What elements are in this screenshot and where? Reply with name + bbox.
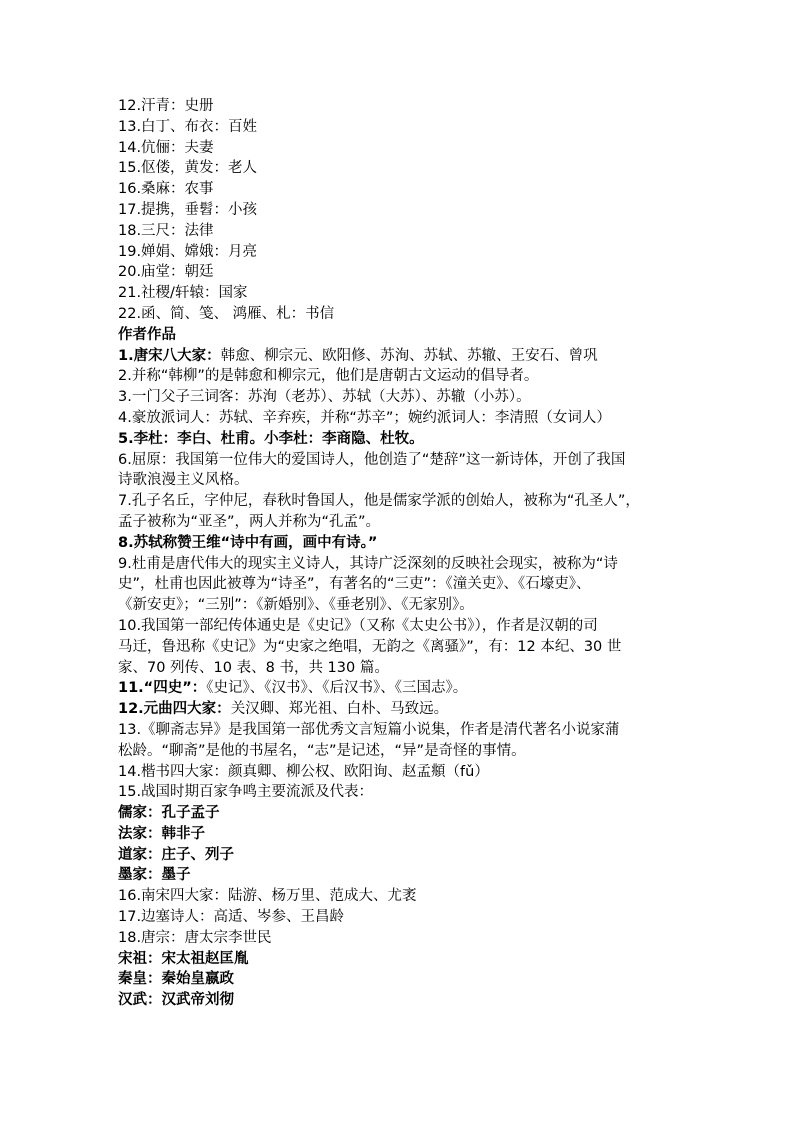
text-line: [118, 928, 688, 949]
body-text: 史”，杜甫也因此被尊为“诗圣”，有著名的“三吏”：《潼关吏》、《石壕吏》、: [118, 576, 591, 593]
body-text: 19.婵娟、嫦娥：月亮: [118, 243, 258, 260]
text-line: [118, 886, 688, 907]
text-line: [118, 595, 688, 616]
body-text: 13.白丁、布衣：百姓: [118, 118, 258, 135]
body-text: 2.并称“韩柳”的是韩愈和柳宗元，他们是唐朝古文运动的倡导者。: [118, 368, 539, 385]
text-line: [118, 512, 688, 533]
text-line: [118, 658, 688, 679]
bold-text: 1.唐宋八大家：: [118, 347, 221, 364]
text-line: [118, 138, 688, 159]
text-line: [118, 990, 688, 1011]
body-text: 17.边塞诗人：高适、岑参、王昌龄: [118, 909, 345, 926]
body-text: 15.战国时期百家争鸣主要流派及代表：: [118, 784, 374, 801]
text-line: [118, 325, 688, 346]
body-text: 16.桑麻：农事: [118, 181, 214, 198]
body-text: 14.伉俪：夫妻: [118, 139, 214, 156]
text-line: [118, 762, 688, 783]
text-line: [118, 782, 688, 803]
text-line: [118, 865, 688, 886]
document-page: [118, 96, 688, 1011]
text-line: [118, 720, 688, 741]
bold-text: 法家：韩非子: [118, 825, 205, 842]
bold-text: 秦皇：秦始皇嬴政: [118, 971, 234, 988]
body-text: 9.杜甫是唐代伟大的现实主义诗人，其诗广泛深刻的反映社会现实，被称为“诗: [118, 555, 618, 572]
bold-text: 11.“四史”：: [118, 680, 207, 697]
body-text: 关汉卿、郑光祖、白朴、马致远。: [230, 701, 449, 718]
body-text: 韩愈、柳宗元、欧阳修、苏洵、苏轼、苏辙、王安石、曾巩: [220, 347, 598, 364]
bold-text: 儒家：孔子孟子: [118, 805, 220, 822]
body-text: 12.汗青：史册: [118, 98, 214, 114]
text-line: [118, 741, 688, 762]
text-line: [118, 450, 688, 471]
text-line: [118, 242, 688, 263]
body-text: 《新安吏》；“三别”：《新婚别》、《垂老别》、《无家别》。: [118, 597, 474, 614]
bold-text: 8.苏轼称赞王维“诗中有画，画中有诗。”: [118, 534, 378, 551]
text-line: [118, 803, 688, 824]
body-text: 10.我国第一部纪传体通史是《史记》（又称《太史公书》），作者是汉朝的司: [118, 617, 598, 634]
text-line: [118, 408, 688, 429]
text-line: [118, 491, 688, 512]
text-line: [118, 346, 688, 367]
text-line: [118, 533, 688, 554]
text-line: [118, 304, 688, 325]
text-line: [118, 574, 688, 595]
text-line: [118, 845, 688, 866]
text-line: [118, 637, 688, 658]
bold-text: 汉武：汉武帝刘彻: [118, 992, 234, 1009]
body-text: 4.豪放派词人：苏轼、辛弃疾，并称“苏辛”；婉约派词人：李清照（女词人）: [118, 409, 611, 426]
text-line: [118, 387, 688, 408]
text-line: [118, 907, 688, 928]
bold-text: 墨家：墨子: [118, 867, 191, 884]
body-text: 20.庙堂：朝廷: [118, 264, 214, 281]
body-text: 22.函、简、笺、 鸿雁、札：书信: [118, 305, 335, 322]
text-line: [118, 554, 688, 575]
bold-text: 12.元曲四大家：: [118, 701, 231, 718]
body-text: 孟子被称为“亚圣”，两人并称为“孔孟”。: [118, 513, 381, 530]
body-text: 14.楷书四大家：颜真卿、柳公权、欧阳询、赵孟頫（fǔ）: [118, 763, 489, 780]
bold-text: 宋祖：宋太祖赵匡胤: [118, 950, 249, 967]
text-line: [118, 470, 688, 491]
body-text: 21.社稷/轩辕：国家: [118, 285, 248, 302]
body-text: 家、70 列传、10 表、8 书，共 130 篇。: [118, 659, 389, 676]
text-line: [118, 699, 688, 720]
body-text: 3.一门父子三词客：苏洵（老苏）、苏轼（大苏）、苏辙（小苏）。: [118, 389, 531, 406]
text-line: [118, 678, 688, 699]
text-line: [118, 179, 688, 200]
body-text: 诗歌浪漫主义风格。: [118, 472, 249, 489]
text-line: [118, 949, 688, 970]
text-line: [118, 616, 688, 637]
text-line: [118, 158, 688, 179]
body-text: 18.唐宗：唐太宗李世民: [118, 929, 272, 946]
text-line: [118, 824, 688, 845]
bold-text: 作者作品: [118, 326, 176, 343]
text-line: [118, 200, 688, 221]
bold-text: 道家：庄子、列子: [118, 846, 234, 863]
body-text: 13.《聊斋志异》是我国第一部优秀文言短篇小说集，作者是清代著名小说家蒲: [118, 721, 620, 738]
text-line: [118, 262, 688, 283]
bold-text: 5.李杜：李白、杜甫。小李杜：李商隐、杜牧。: [118, 430, 424, 447]
text-line: [118, 429, 688, 450]
body-text: 15.伛偻，黄发：老人: [118, 160, 258, 177]
text-line: [118, 96, 688, 117]
text-line: [118, 117, 688, 138]
body-text: 6.屈原：我国第一位伟大的爱国诗人，他创造了“楚辞”这一新诗体，开创了我国: [118, 451, 626, 468]
body-text: 《史记》、《汉书》、《后汉书》、《三国志》。: [206, 680, 468, 697]
body-text: 16.南宋四大家：陆游、杨万里、范成大、尤袤: [118, 888, 417, 905]
text-line: [118, 283, 688, 304]
body-text: 18.三尺：法律: [118, 222, 214, 239]
text-line: [118, 969, 688, 990]
body-text: 松龄。“聊斋”是他的书屋名，“志”是记述，“异”是奇怪的事情。: [118, 742, 526, 759]
body-text: 7.孔子名丘，字仲尼，春秋时鲁国人，他是儒家学派的创始人，被称为“孔圣人”，: [118, 493, 640, 510]
text-line: [118, 366, 688, 387]
body-text: 马迁，鲁迅称《史记》为“史家之绝唱，无韵之《离骚》”，有：12 本纪、30 世: [118, 638, 622, 655]
body-text: 17.提携，垂髫：小孩: [118, 201, 258, 218]
text-line: [118, 221, 688, 242]
